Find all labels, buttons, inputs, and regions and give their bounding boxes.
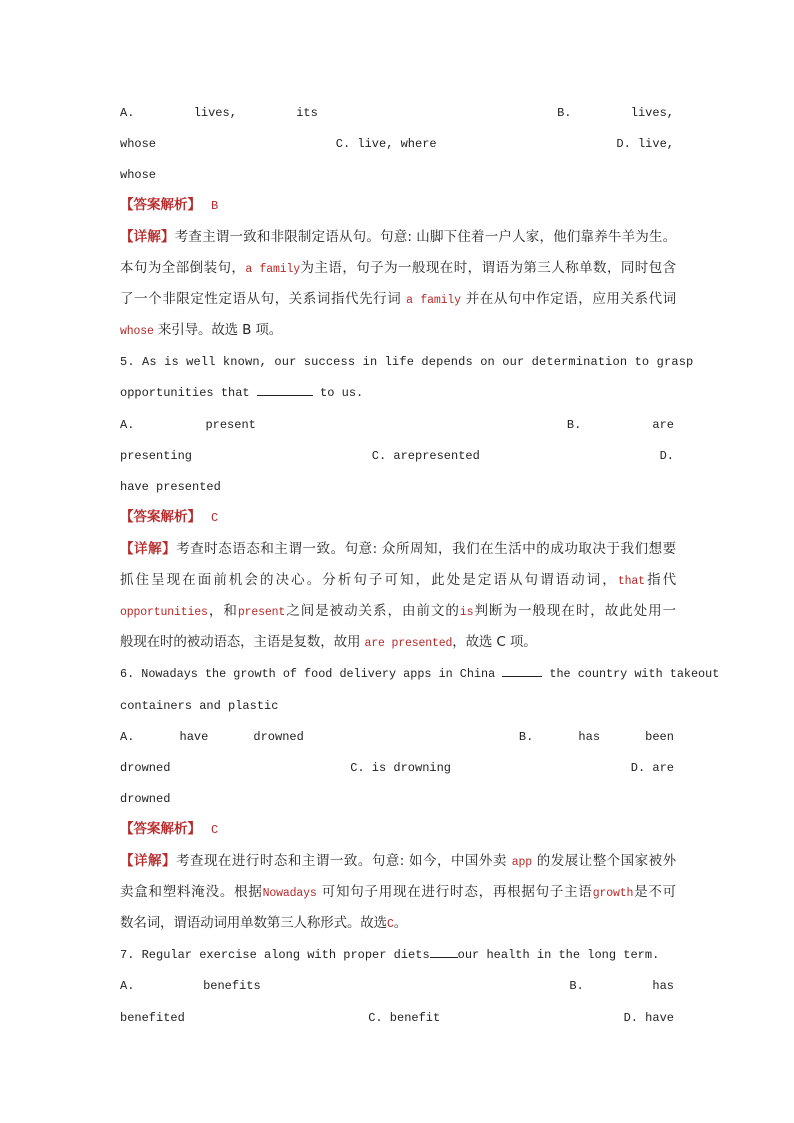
explain-term: present	[237, 606, 286, 619]
explain-tag: 【详解】	[120, 853, 176, 869]
answer-tag: 【答案解析】	[120, 821, 201, 837]
q5-stem: 5. As is well known, our success in life depends on our determination to grasp	[120, 355, 694, 369]
q5-explain-line-1	[120, 537, 676, 561]
q4-option-b-word-1: lives,	[630, 106, 674, 120]
q5-explain-line-3	[120, 599, 676, 623]
q5-explain-line-2	[120, 568, 676, 592]
q6-explain-line-3	[120, 911, 676, 935]
q5-option-a-label: A.	[120, 418, 135, 432]
q5-answer	[120, 505, 218, 529]
q4-options-line-2	[120, 133, 674, 155]
q4-explain-line-3	[120, 287, 676, 311]
q7-blank	[430, 945, 458, 958]
q6-options-line-1	[120, 726, 674, 748]
q6-stem: containers and plastic	[120, 699, 279, 713]
q5-option-d-cont: have presented	[120, 480, 221, 494]
explain-term: Nowadays	[262, 887, 317, 900]
q6-option-d: D. are	[630, 761, 674, 775]
q4-answer	[120, 193, 218, 217]
q4-option-a-word-1: lives,	[193, 106, 237, 120]
q4-explain-line-2	[120, 256, 676, 280]
q6-option-b-cont: drowned	[120, 761, 171, 775]
explain-term: are presented	[364, 637, 453, 650]
explain-text: ，故选 C 项。	[452, 634, 537, 650]
q5-explain-line-4	[120, 630, 676, 654]
q4-explain-line-1	[120, 225, 676, 249]
q5-blank	[257, 383, 313, 396]
explain-text: 判断为一般现在时，故此处用一	[473, 603, 677, 619]
q5-option-a-word: present	[205, 418, 256, 432]
q4-option-a-cont: whose	[120, 137, 157, 151]
explain-tag: 【详解】	[120, 541, 177, 557]
explain-text: 是不可	[633, 884, 676, 900]
q6-explain-line-1	[120, 849, 676, 873]
q5-option-c: C. arepresented	[371, 449, 480, 463]
explain-text: 指代	[644, 572, 677, 588]
explain-text: 。	[393, 915, 408, 931]
explain-text: 般现在时的被动语态，主语是复数，故用	[120, 634, 361, 650]
answer-letter: C	[211, 511, 219, 525]
explain-text: 为主语，句子为一般现在时，谓语为第三人称单数，同时包含	[299, 260, 677, 276]
explain-term: is	[459, 606, 474, 619]
q4-option-a-label: A.	[120, 106, 135, 120]
q7-option-a-word: benefits	[203, 979, 261, 993]
q4-option-d: D. live,	[616, 137, 674, 151]
q4-options-line-3	[120, 164, 674, 186]
q6-option-d-cont: drowned	[120, 792, 171, 806]
q4-option-c: C. live, where	[335, 137, 437, 151]
explain-term: a family	[245, 263, 300, 276]
explain-term: app	[511, 856, 532, 869]
q5-stem-line-1	[120, 351, 694, 373]
q6-option-b-word-2: been	[645, 730, 674, 744]
q6-stem: the country with takeout	[549, 667, 720, 681]
q7-option-c: C. benefit	[368, 1011, 441, 1025]
explain-text: ，和	[207, 603, 238, 619]
q6-answer	[120, 817, 218, 841]
q5-stem-line-2	[120, 382, 674, 404]
q6-option-b-label: B.	[518, 730, 534, 744]
q7-option-d: D. have	[623, 1011, 674, 1025]
q7-option-b-cont: benefited	[120, 1011, 185, 1025]
q5-option-b-label: B.	[566, 418, 582, 432]
q6-explain-line-2	[120, 880, 676, 904]
q6-option-b-word-1: has	[578, 730, 601, 744]
explain-text: 数名词，谓语动词用单数第三人称形式。故选	[120, 915, 387, 931]
q7-stem: 7. Regular exercise along with proper diets	[120, 948, 430, 962]
explain-text: 考查现在进行时态和主谓一致。句意: 如今，中国外卖	[175, 853, 507, 869]
answer-tag: 【答案解析】	[120, 197, 201, 213]
q5-option-b-word: are	[652, 418, 674, 432]
q6-option-c: C. is drowning	[350, 761, 452, 775]
explain-text: 考查主谓一致和非限制定语从句。句意: 山脚下住着一户人家，他们靠养牛羊为生。	[174, 229, 676, 245]
explain-term: a family	[406, 294, 461, 307]
q4-option-d-cont: whose	[120, 168, 157, 182]
q6-option-a-label: A.	[120, 730, 135, 744]
q7-option-b-word: has	[652, 979, 674, 993]
explain-text: 并在从句中作定语，应用关系代词	[465, 291, 676, 307]
explain-text: 抓住呈现在面前机会的决心。分析句子可知，此处是定语从句谓语动词，	[120, 572, 618, 588]
explain-text: 的发展让整个国家被外	[536, 853, 676, 869]
q7-option-a-label: A.	[120, 979, 135, 993]
explain-term: opportunities	[120, 606, 208, 619]
explain-text: 了一个非限定性定语从句，关系词指代先行词	[120, 291, 402, 307]
answer-tag: 【答案解析】	[120, 509, 201, 525]
q6-options-line-2	[120, 757, 674, 779]
explain-text: 本句为全部倒装句，	[120, 260, 246, 276]
q6-stem-line-2	[120, 695, 674, 717]
q5-options-line-3	[120, 476, 674, 498]
q7-stem-line-1	[120, 944, 674, 966]
explain-term: whose	[120, 325, 154, 338]
q7-options-line-1	[120, 975, 674, 997]
explain-term: growth	[592, 887, 634, 900]
q5-stem: opportunities that	[120, 386, 250, 400]
explain-term: that	[617, 575, 645, 588]
q6-option-a-word-1: have	[179, 730, 209, 744]
q4-explain-line-4	[120, 318, 676, 342]
q4-options-line-1	[120, 102, 674, 124]
explain-text: 考查时态语态和主谓一致。句意: 众所周知，我们在生活中的成功取决于我们想要	[176, 541, 676, 557]
q5-stem: to us.	[320, 386, 364, 400]
q6-blank	[502, 664, 542, 677]
q6-stem-line-1	[120, 663, 720, 685]
q6-stem: 6. Nowadays the growth of food delivery apps in China	[120, 667, 496, 681]
q6-option-a-word-2: drowned	[253, 730, 304, 744]
q5-options-line-1	[120, 414, 674, 436]
q5-options-line-2	[120, 445, 674, 467]
q7-stem: our health in the long term.	[457, 948, 660, 962]
explain-text: 来引导。故选 B 项。	[157, 322, 283, 338]
q7-options-line-2	[120, 1007, 674, 1029]
q6-options-line-3	[120, 788, 674, 810]
q4-option-b-label: B.	[557, 106, 572, 120]
q5-option-d: D.	[659, 449, 674, 463]
explain-term: C	[387, 918, 394, 931]
explain-text: 之间是被动关系，由前文的	[285, 603, 460, 619]
answer-letter: C	[211, 823, 219, 837]
explain-text: 卖盒和塑料淹没。根据	[120, 884, 263, 900]
q7-option-b-label: B.	[569, 979, 584, 993]
explain-text: 可知句子用现在进行时态，再根据句子主语	[321, 884, 593, 900]
explain-tag: 【详解】	[120, 229, 175, 245]
q4-option-a-word-2: its	[296, 106, 318, 120]
q5-option-b-cont: presenting	[120, 449, 193, 463]
answer-letter: B	[211, 199, 219, 213]
